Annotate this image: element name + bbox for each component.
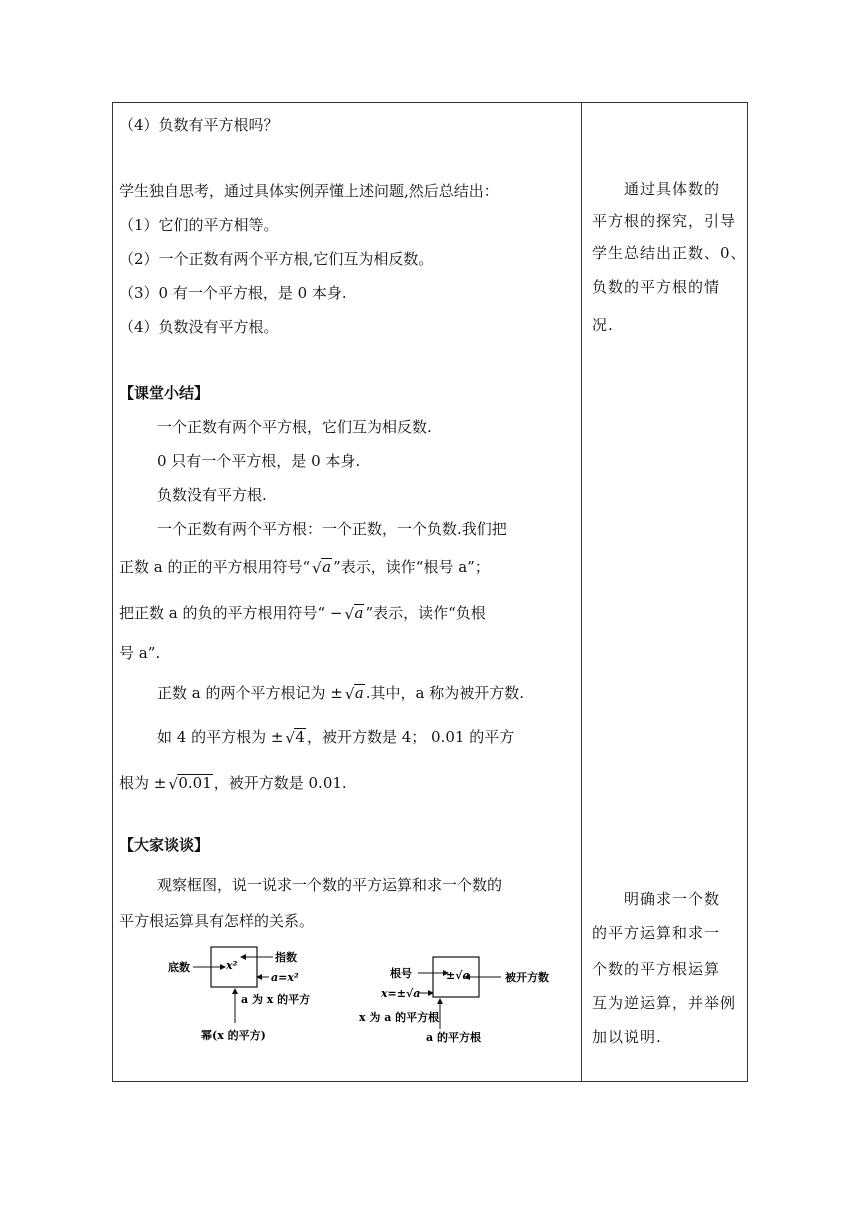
summary-line-6-post: ”表示，读作“负根 [365, 604, 486, 622]
summary-line-2: 0 只有一个平方根，是 0 本身. [157, 452, 361, 470]
summary-line-10 [119, 773, 347, 793]
x-equation-label: x=±√a [381, 987, 421, 1000]
a-root-label: a 的平方根 [426, 1031, 481, 1044]
base-label: 底数 [168, 961, 190, 974]
sqrt-arg: a [354, 604, 364, 622]
main-column [113, 103, 581, 1081]
note1-line-5: 况. [592, 316, 614, 334]
radicand-label: 被开方数 [505, 971, 549, 984]
root-sign-label: 根号 [390, 967, 412, 980]
summary-line-10-post: ，被开方数是 0.01. [213, 774, 347, 792]
summary-line-8-post: .其中，a 称为被开方数. [365, 684, 525, 702]
note1-line-2: 平方根的探究，引导 [592, 212, 737, 230]
sqrt-diagram [113, 941, 581, 1151]
sqrt-symbol: √ 0.01 [168, 774, 212, 793]
sqrt-arg: 0.01 [178, 774, 212, 792]
note1-line-3: 学生总结出正数、0、 [592, 244, 747, 262]
sqrt-symbol: √ a [344, 684, 364, 703]
sqrt-arg: a [354, 684, 364, 702]
note2-line-5: 加以说明. [592, 1028, 662, 1046]
power-label: 幂(x 的平方) [201, 1029, 266, 1042]
note2-line-3: 个数的平方根运算 [592, 960, 721, 978]
note2-line-4: 互为逆运算，并举例 [592, 994, 737, 1012]
root-box-expression: ±√a [446, 969, 470, 982]
summary-heading: 【课堂小结】 [119, 384, 210, 402]
summary-line-8-pre: 正数 a 的两个平方根记为 ± [157, 684, 343, 702]
sqrt-arg: a [322, 558, 332, 576]
summary-line-8 [157, 683, 524, 703]
side-column [582, 103, 748, 1081]
summary-line-3: 负数没有平方根. [157, 486, 267, 504]
note1-line-1: 通过具体数的 [592, 180, 721, 198]
summary-line-7: 号 a”. [119, 644, 161, 662]
summary-line-1: 一个正数有两个平方根，它们互为相反数. [157, 418, 432, 436]
box-expression: x² [226, 959, 238, 972]
summary-line-5 [119, 557, 490, 577]
exponent-label: 指数 [275, 951, 297, 964]
summary-line-6 [119, 603, 486, 623]
lesson-table [112, 102, 748, 1082]
note1-line-4: 负数的平方根的情 [592, 278, 721, 296]
summary-line-9-post: ，被开方数是 4； 0.01 的平方 [306, 728, 515, 746]
summary-line-5-pre: 正数 a 的正的平方根用符号“ [119, 558, 311, 576]
talk-line-2: 平方根运算具有怎样的关系。 [119, 912, 315, 930]
note2-line-1: 明确求一个数 [592, 890, 721, 908]
note2-line-2: 的平方运算和求一 [592, 924, 721, 942]
summary-line-10-pre: 根为 ± [119, 774, 167, 792]
summary-line-9 [157, 727, 514, 747]
intro-text: 学生独自思考，通过具体实例弄懂上述问题,然后总结出： [119, 182, 499, 200]
answer-3: （3）0 有一个平方根，是 0 本身. [119, 284, 347, 302]
a-is-square-label: a 为 x 的平方 [241, 993, 311, 1006]
summary-line-6-pre: 把正数 a 的负的平方根用符号“ − [119, 604, 343, 622]
summary-line-5-post: ”表示，读作“根号 a”； [333, 558, 490, 576]
summary-line-9-pre: 如 4 的平方根为 ± [157, 728, 284, 746]
x-is-root-label: x 为 a 的平方根 [359, 1011, 440, 1024]
sqrt-symbol: √ a [344, 604, 364, 623]
equation-label: a=x² [271, 971, 299, 984]
answer-1: （1）它们的平方相等。 [119, 216, 279, 234]
answer-2: （2）一个正数有两个平方根,它们互为相反数。 [119, 250, 434, 268]
talk-line-1: 观察框图，说一说求一个数的平方运算和求一个数的 [157, 876, 503, 894]
summary-line-4: 一个正数有两个平方根：一个正数，一个负数.我们把 [157, 520, 507, 538]
sqrt-arg: 4 [295, 728, 305, 746]
sqrt-symbol: √ 4 [285, 728, 305, 747]
question-4: （4）负数有平方根吗？ [119, 116, 279, 134]
answer-4: （4）负数没有平方根。 [119, 318, 279, 336]
talk-heading: 【大家谈谈】 [119, 836, 210, 854]
sqrt-symbol: √ a [312, 558, 332, 577]
